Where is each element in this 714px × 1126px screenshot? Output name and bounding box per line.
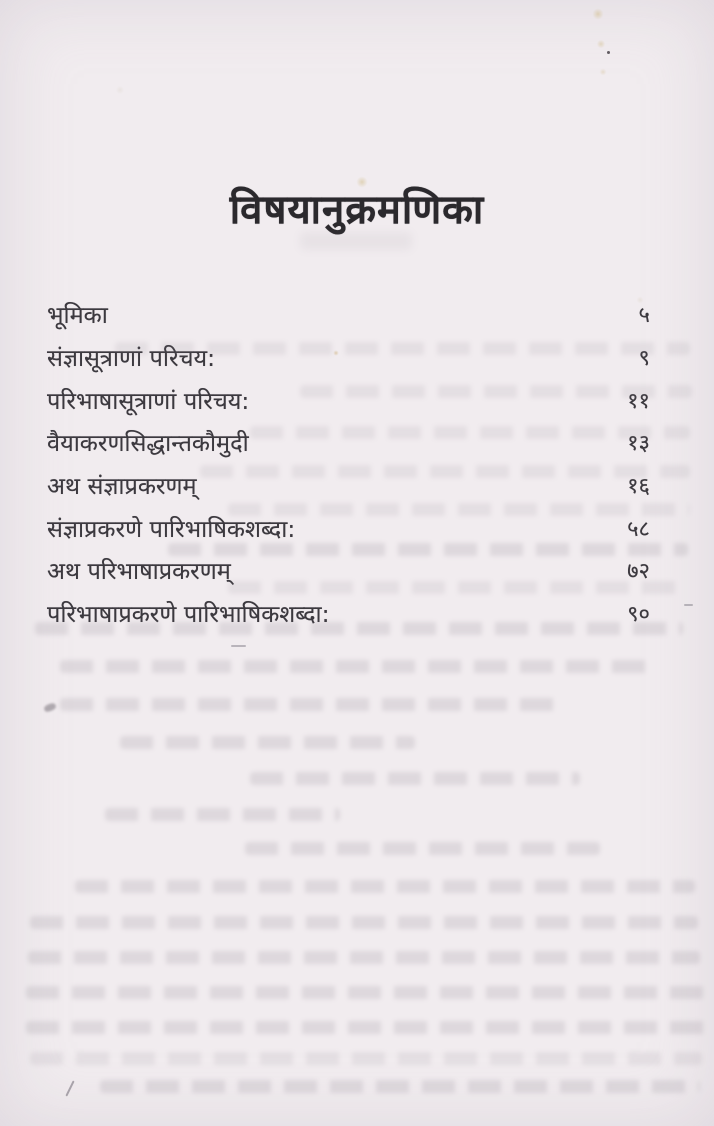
bleed-through-line: [60, 698, 560, 711]
toc-entry-label: परिभाषासूत्राणां परिचय:: [47, 386, 250, 415]
toc-entry-label: संज्ञासूत्राणां परिचय:: [47, 344, 216, 373]
bleed-through-line: [30, 1052, 702, 1065]
bleed-through-line: [26, 986, 704, 999]
bleed-through-line: [105, 808, 340, 821]
bleed-through-line: [75, 880, 695, 893]
toc-row: [47, 293, 652, 336]
bleed-through-line: [228, 503, 690, 516]
toc-entry-page: ७२: [627, 559, 650, 585]
bleed-through-line: [115, 342, 690, 355]
bleed-through-line: [28, 951, 700, 964]
ink-speck: [607, 51, 610, 54]
bleed-through-line: [26, 1021, 706, 1034]
pencil-slash-mark: [65, 1080, 74, 1096]
toc-entry-page: ११: [627, 388, 650, 414]
bleed-through-line: [30, 916, 698, 929]
bleed-through-line: [200, 465, 690, 478]
toc-entry-label: संज्ञाप्रकरणे पारिभाषिकशब्दा:: [47, 514, 296, 543]
toc-entry-label: परिभाषाप्रकरणे पारिभाषिकशब्दा:: [47, 600, 330, 629]
pencil-smudge: [43, 702, 57, 713]
bleed-through-line: [168, 543, 688, 556]
bleed-through-line: [250, 772, 580, 785]
toc-entry-label: भूमिका: [47, 301, 108, 330]
toc-entry-label: अथ परिभाषाप्रकरणम्: [47, 557, 231, 586]
bleed-through-line: [120, 736, 415, 749]
bleed-through-line: [228, 581, 683, 594]
toc-entry-page: ९: [638, 346, 650, 372]
bleed-through-line: [35, 622, 683, 635]
toc-entry-label: वैयाकरणसिद्धान्तकौमुदी: [47, 429, 249, 458]
pencil-dash-mark: [231, 645, 246, 647]
toc-entry-page: ५: [638, 303, 650, 329]
bleed-through-line: [60, 660, 658, 673]
bleed-through-line: [300, 385, 692, 398]
toc-entry-page: ९०: [627, 602, 650, 628]
bleed-through-line: [100, 1080, 700, 1093]
bleed-through-title: [300, 232, 412, 250]
toc-entry-label: अथ संज्ञाप्रकरणम्: [47, 472, 197, 501]
bleed-through-line: [250, 426, 690, 439]
page-title: विषयानुक्रमणिका: [229, 187, 485, 233]
toc-entry-page: ५८: [627, 516, 650, 542]
bleed-through-line: [245, 842, 600, 855]
toc-entry-page: १३: [627, 431, 650, 457]
pencil-dash-mark: [684, 604, 693, 606]
toc-entry-page: १६: [627, 474, 650, 500]
